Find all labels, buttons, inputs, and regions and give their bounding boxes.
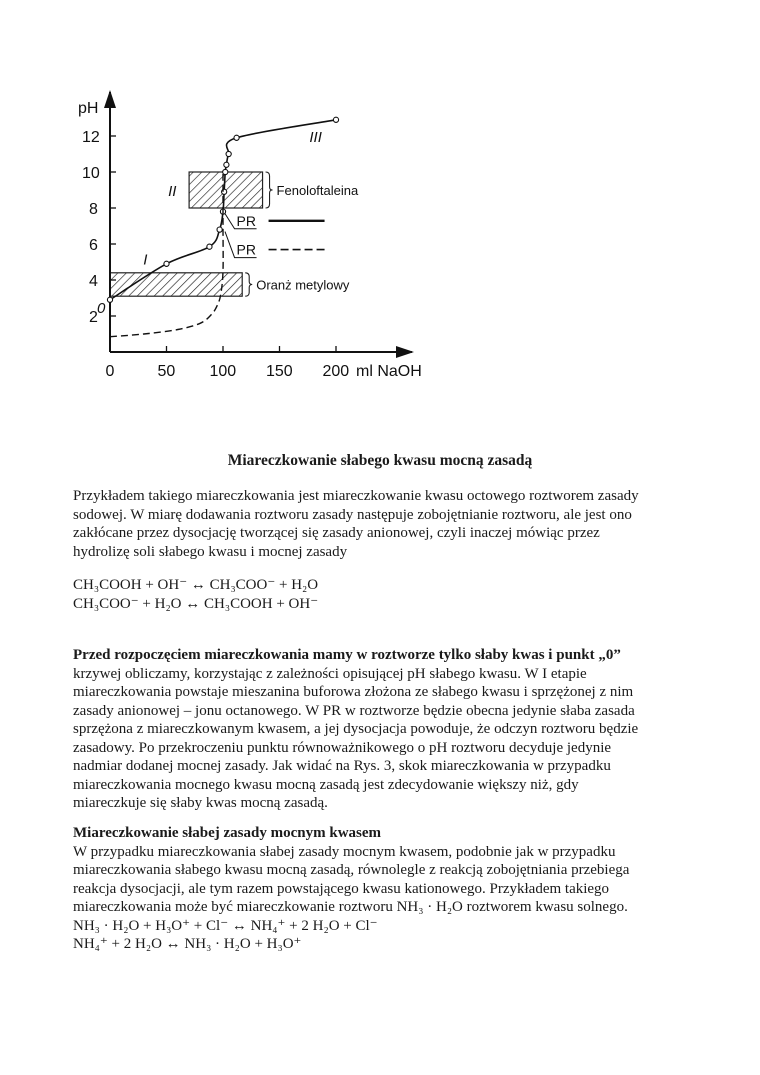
y-tick-label: 2 [89, 309, 98, 326]
titration-chart [60, 80, 440, 390]
indicator-label: Fenoloftaleina [276, 183, 359, 198]
paragraph-line: Przykładem takiego miareczkowania jest miareczkowanie kwasu octowego roztworem zasady [73, 488, 639, 504]
paragraph-line: sprzężona z miareczkowanym kwasem, a jej dysocjacja powoduje, że odczyn roztworu będzie [73, 721, 639, 737]
paragraph-bold-lead: Przed rozpoczęciem miareczkowania mamy w roztworze tylko słaby kwas i punkt „0” [73, 647, 621, 663]
paragraph-line: hydrolizę soli słabego kwasu i mocnej zasady [73, 543, 348, 560]
paragraph-line: miareczkowania może być miareczkowanie roztworu NH₃ · H₂O roztworem kwasu solnego. [73, 899, 628, 915]
data-point-marker [333, 117, 338, 122]
section-title-weak-acid: Miareczkowanie słabego kwasu mocną zasadą [227, 452, 533, 469]
section-title-weak-base: Miareczkowanie słabej zasady mocnym kwasem [73, 825, 382, 841]
x-tick-label: 50 [157, 363, 176, 380]
stage-label: 0 [96, 300, 106, 317]
paragraph-line: sodowej. W miarę dodawania roztworu zasady następuje zobojętnianie roztworu, ale jest ono [73, 506, 632, 523]
stage-label: I [143, 251, 148, 269]
equation-line: CH₃COOH + OH⁻ ↔ CH₃COO⁻ + H₂O [73, 577, 319, 593]
pr-label: PR [236, 212, 257, 229]
paragraph-line: reakcja dysocjacji, ale tym razem powstającego kwasu kationowego. Przykładem takiego [73, 880, 610, 897]
equation-line: NH₃ · H₂O + H₃O⁺ + Cl⁻ ↔ NH₄⁺ + 2 H₂O + Cl⁻ [73, 917, 378, 934]
paragraph-line: krzywej obliczamy, korzystając z zależności opisującej pH słabego kwasu. W I etapie [73, 665, 587, 682]
stage-label: III [309, 129, 322, 146]
y-tick-label: 4 [89, 273, 98, 290]
data-point-marker [207, 244, 212, 249]
paragraph-line: miareczkowania słabego kwasu mocną zasadą, równolegle z reakcją zobojętniania przebiega [73, 862, 630, 878]
x-tick-label: 150 [266, 363, 293, 380]
data-point-marker [107, 297, 112, 302]
data-point-marker [234, 135, 239, 140]
paragraph-line: zasadowy. Po przekroczeniu punktu równoważnikowego o pH roztworu decyduje jedynie [73, 739, 612, 756]
x-tick-label: 200 [322, 363, 350, 380]
y-tick-label: 12 [82, 129, 100, 146]
stage-label: II [168, 183, 177, 200]
y-tick-label: 6 [89, 237, 98, 254]
brace-icon [266, 172, 273, 208]
x-tick-label: 0 [105, 363, 115, 380]
data-point-marker [217, 227, 222, 232]
y-tick-label: 10 [82, 165, 100, 182]
x-tick-label: 100 [209, 363, 237, 380]
equation-line: CH₃COO⁻ + H₂O ↔ CH₃COOH + OH⁻ [73, 595, 319, 612]
paragraph-weak-acid [73, 487, 713, 561]
data-point-marker [224, 162, 229, 167]
indicator-ranges [110, 172, 359, 296]
paragraph-line: W przypadku miareczkowania słabej zasady mocnym kwasem, podobnie jak w przypadku [73, 843, 616, 860]
titration-curve-plot [60, 80, 440, 390]
equation-line: NH₄⁺ + 2 H₂O ↔ NH₃ · H₂O + H₃O⁺ [73, 936, 302, 952]
pr-label: PR [236, 241, 257, 258]
paragraph-weak-base [73, 824, 713, 954]
data-series [107, 117, 338, 337]
paragraph-titration-stages [73, 646, 713, 813]
data-point-marker [226, 151, 231, 156]
paragraph-line: miareczkuje się słaby kwas mocną zasadą. [73, 795, 328, 811]
y-axis-label: pH [78, 100, 99, 117]
paragraph-line: zasady anionowej – jonu octanowego. W PR w roztworze będzie obecna jedynie słaba zasada [73, 702, 635, 719]
paragraph-line: nadmiar dodanej mocnej zasady. Jak widać na Rys. 3, skok miareczkowania w przypadku [73, 758, 611, 774]
paragraph-line: miareczkowania mocnego kwasu mocną zasadą jest zdecydowanie większy niż, gdy [73, 776, 579, 793]
paragraph-line: zakłócane przez dysocjację tworzącej się zasady anionowej, czyli inaczej mówiąc przez [73, 525, 600, 541]
equations-acetic-acid [73, 576, 713, 613]
x-axis-label: ml NaOH [356, 363, 422, 380]
brace-icon [245, 273, 252, 296]
data-point-marker [164, 261, 169, 266]
indicator-label: Oranż metylowy [256, 277, 350, 293]
paragraph-line: miareczkowania powstaje mieszanina buforowa złożona ze słabego kwasu i sprzężonej z nim [73, 684, 634, 700]
y-tick-label: 8 [89, 201, 98, 218]
